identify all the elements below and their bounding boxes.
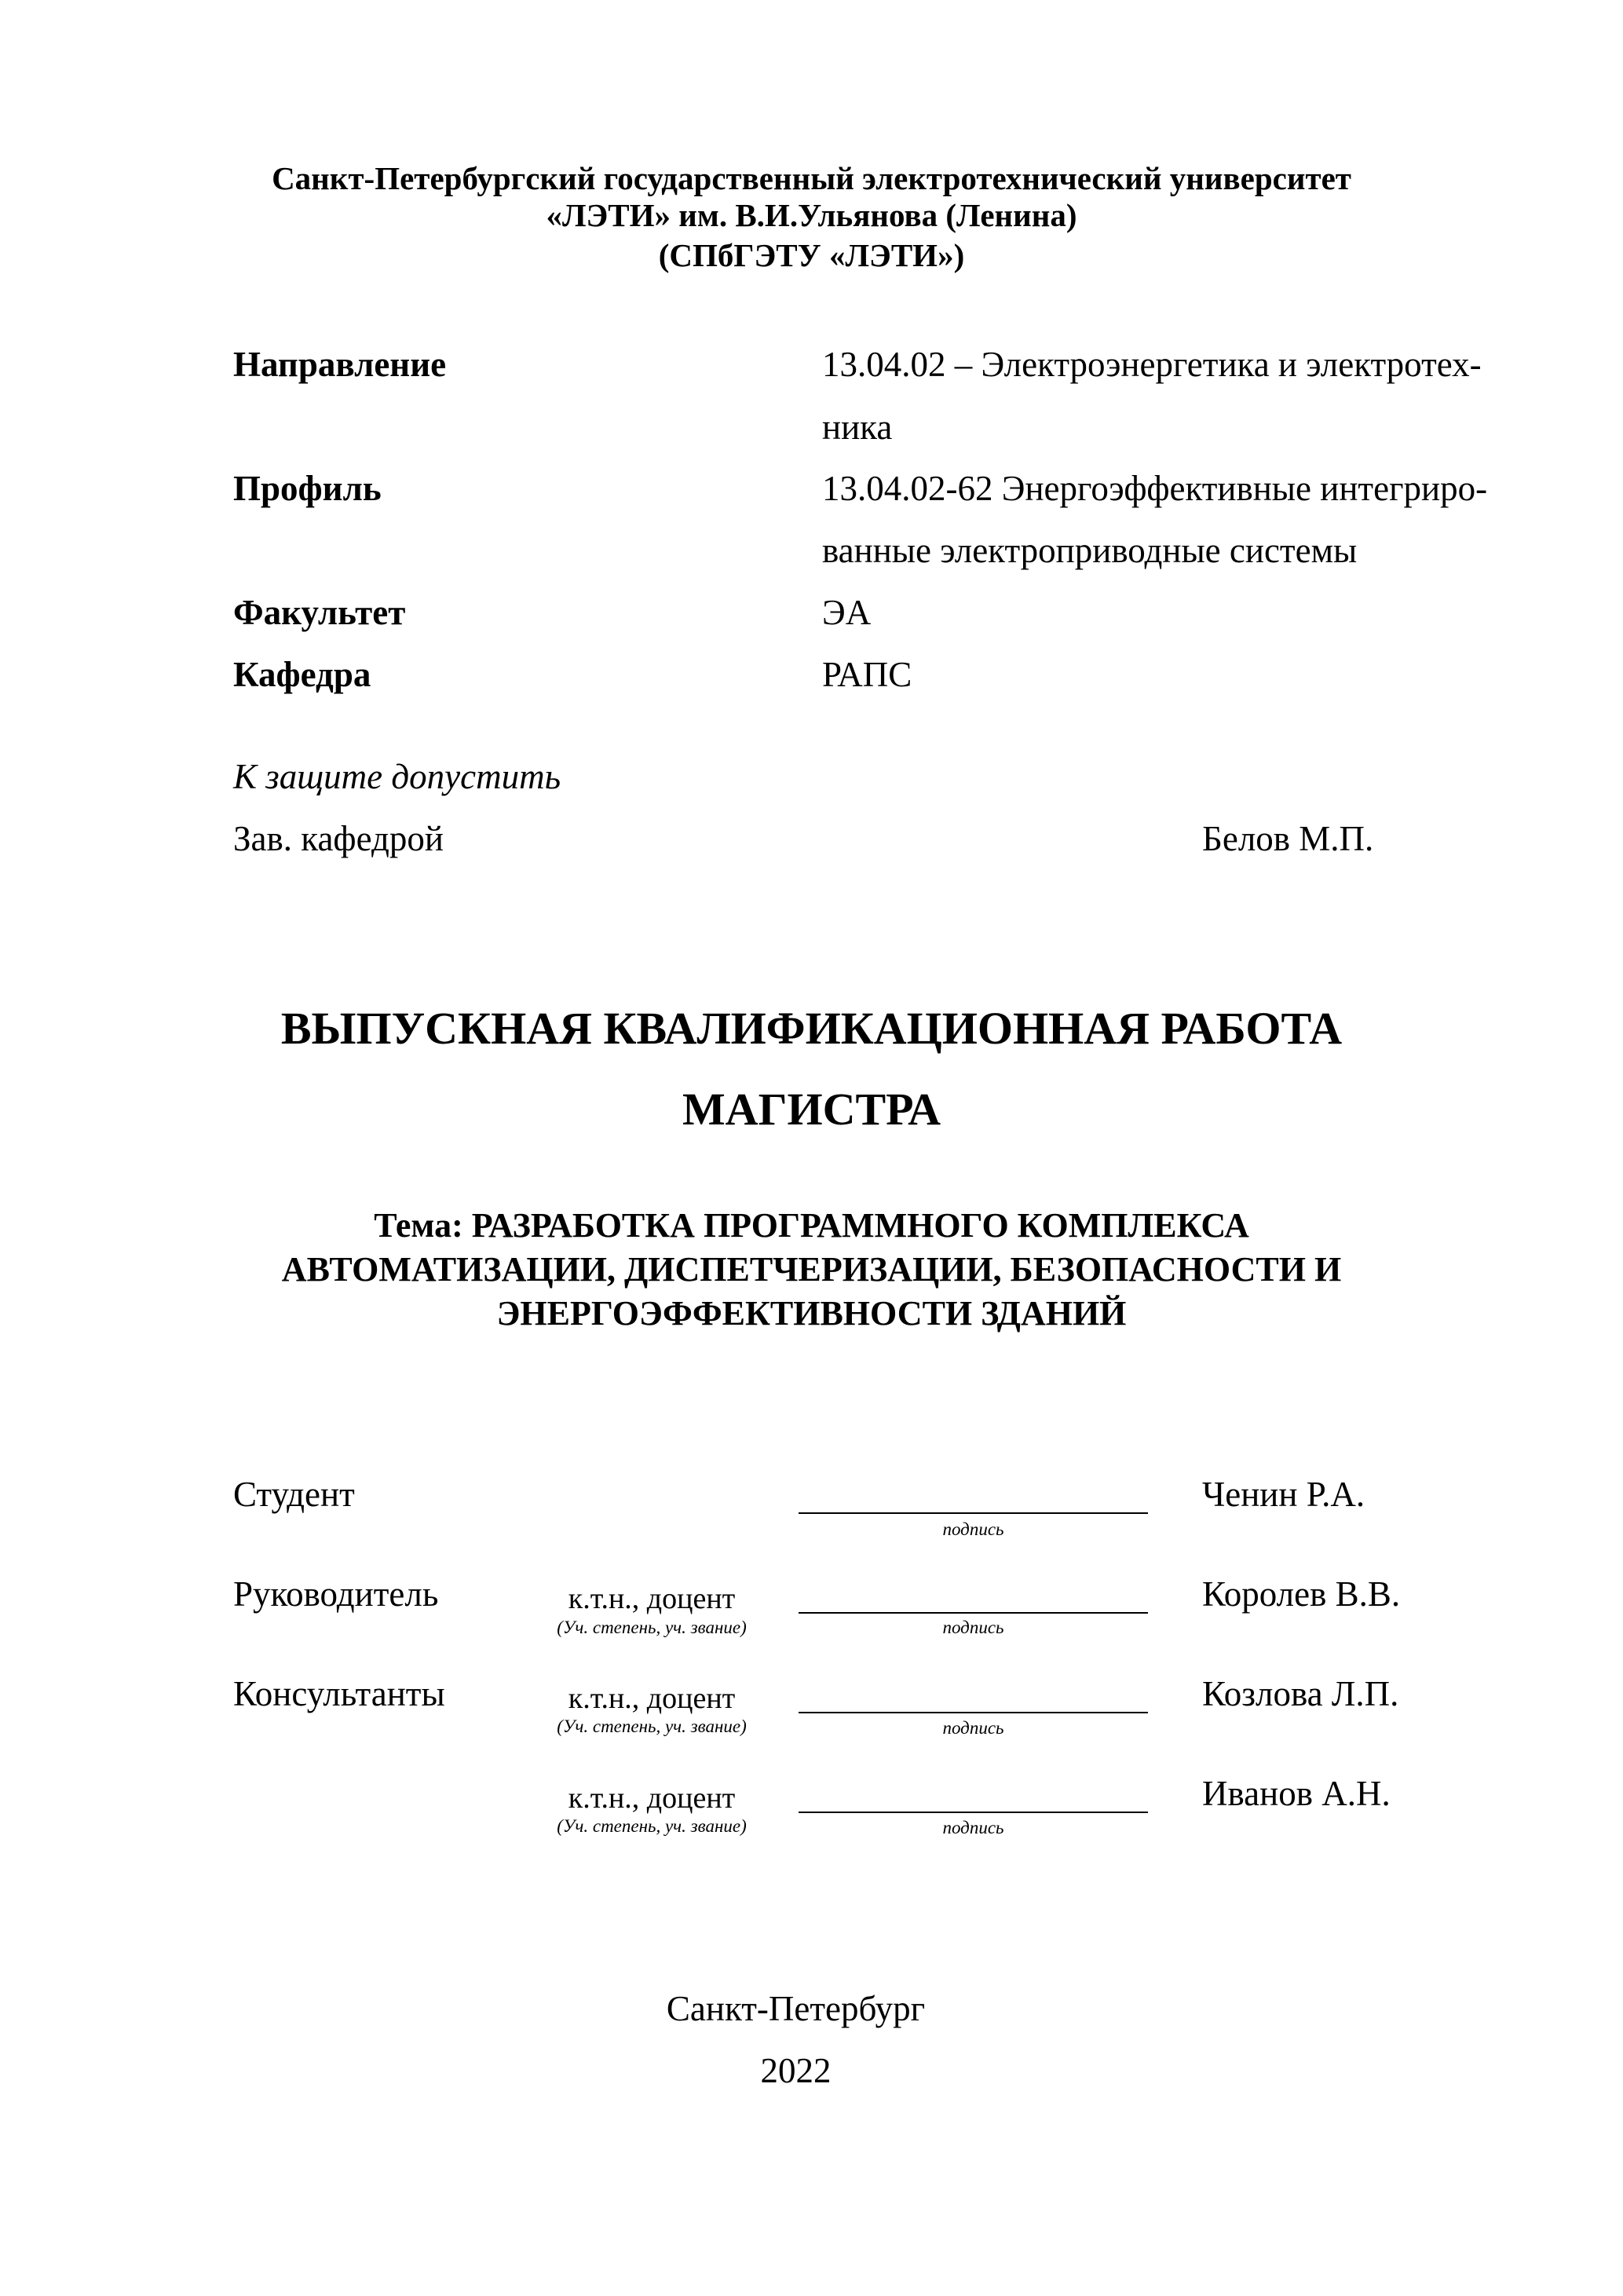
university-name: Санкт-Петербургский государственный электротехнический университет bbox=[272, 160, 1351, 196]
profile-label: Профиль bbox=[233, 469, 382, 508]
supervisor-degree: к.т.н., доцент bbox=[568, 1582, 736, 1615]
faculty-label: Факультет bbox=[233, 593, 406, 632]
approval-role: Зав. кафедрой bbox=[233, 819, 444, 858]
supervisor-name: Королев В.В. bbox=[1202, 1574, 1401, 1614]
consultant2-signature-line bbox=[799, 1812, 1148, 1813]
student-name: Ченин Р.А. bbox=[1202, 1475, 1365, 1514]
consultant1-signature-line bbox=[799, 1712, 1148, 1713]
consultant2-degree: к.т.н., доцент bbox=[568, 1782, 736, 1815]
university-name-line2: «ЛЭТИ» им. В.И.Ульянова (Ленина) bbox=[546, 197, 1077, 233]
profile-value-cont: ванные электроприводные системы bbox=[822, 531, 1358, 570]
consultant2-degree-hint: (Уч. степень, уч. звание) bbox=[557, 1816, 747, 1836]
direction-label: Направление bbox=[233, 345, 447, 384]
consultant1-degree-hint: (Уч. степень, уч. звание) bbox=[557, 1717, 747, 1736]
topic-line2: АВТОМАТИЗАЦИИ, ДИСПЕТЧЕРИЗАЦИИ, БЕЗОПАСНОСТИ И bbox=[281, 1250, 1342, 1289]
approval-name: Белов М.П. bbox=[1202, 819, 1374, 858]
faculty-value: ЭА bbox=[822, 593, 872, 632]
department-label: Кафедра bbox=[233, 655, 371, 694]
document-title-line2: МАГИСТРА bbox=[682, 1084, 941, 1135]
supervisor-signature-hint: подпись bbox=[942, 1618, 1004, 1637]
department-value: РАПС bbox=[822, 655, 912, 694]
direction-value-cont: ника bbox=[822, 408, 893, 447]
student-role: Студент bbox=[233, 1475, 355, 1514]
consultant2-name: Иванов А.Н. bbox=[1202, 1774, 1391, 1813]
topic-line3: ЭНЕРГОЭФФЕКТИВНОСТИ ЗДАНИЙ bbox=[496, 1294, 1127, 1333]
topic-line1: Тема: РАЗРАБОТКА ПРОГРАММНОГО КОМПЛЕКСА bbox=[374, 1206, 1249, 1245]
supervisor-signature-line bbox=[799, 1612, 1148, 1614]
consultant1-degree: к.т.н., доцент bbox=[568, 1682, 736, 1715]
consultant1-name: Козлова Л.П. bbox=[1202, 1674, 1399, 1713]
university-abbr: (СПбГЭТУ «ЛЭТИ») bbox=[658, 237, 965, 273]
direction-value: 13.04.02 – Электроэнергетика и электротех- bbox=[822, 345, 1482, 384]
supervisor-degree-hint: (Уч. степень, уч. звание) bbox=[557, 1618, 747, 1637]
student-signature-line bbox=[799, 1512, 1148, 1514]
supervisor-role: Руководитель bbox=[233, 1574, 439, 1614]
consultant1-signature-hint: подпись bbox=[942, 1718, 1004, 1738]
profile-value: 13.04.02-62 Энергоэффективные интегриро- bbox=[822, 469, 1488, 508]
city: Санкт-Петербург bbox=[666, 1989, 926, 2028]
student-signature-hint: подпись bbox=[942, 1519, 1004, 1539]
approval-note: К защите допустить bbox=[233, 757, 561, 796]
consultants-role: Консультанты bbox=[233, 1674, 445, 1713]
document-title: ВЫПУСКНАЯ КВАЛИФИКАЦИОННАЯ РАБОТА bbox=[280, 1003, 1343, 1054]
consultant2-signature-hint: подпись bbox=[942, 1818, 1004, 1837]
year: 2022 bbox=[760, 2051, 832, 2090]
